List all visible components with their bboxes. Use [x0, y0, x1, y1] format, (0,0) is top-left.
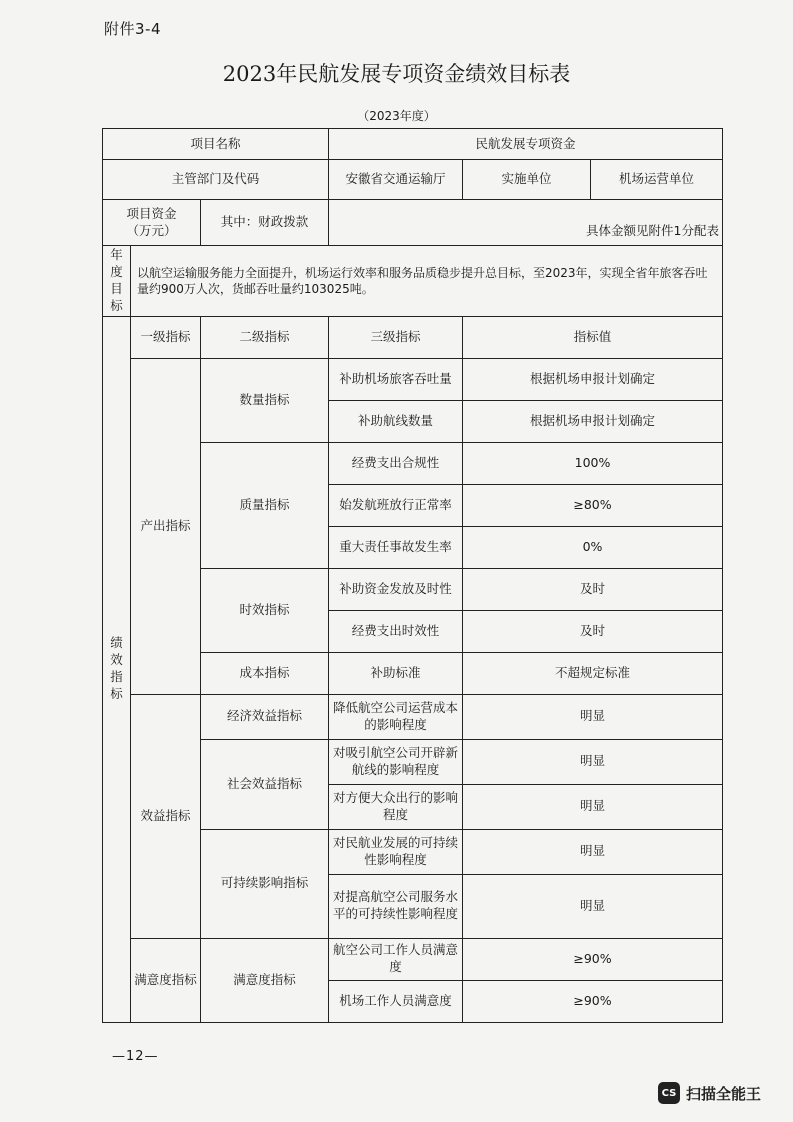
goal-label-line2: 目标	[110, 280, 123, 313]
funds-note: 具体金额见附件1分配表	[329, 200, 723, 246]
indicator-value: 明显	[463, 829, 723, 874]
level3-name: 经费支出时效性	[329, 610, 463, 652]
attachment-label: 附件3-4	[104, 20, 161, 38]
level2-timeliness: 时效指标	[201, 568, 329, 652]
level3-name: 重大责任事故发生率	[329, 526, 463, 568]
level3-name: 对提高航空公司服务水平的可持续性影响程度	[329, 874, 463, 938]
funds-unit-text: （万元）	[126, 222, 177, 238]
table-row	[103, 358, 723, 400]
level1-benefit: 效益指标	[131, 694, 201, 938]
level2-quantity: 数量指标	[201, 358, 329, 442]
level3-name: 机场工作人员满意度	[329, 980, 463, 1022]
side-label-char: 绩	[110, 635, 123, 651]
cs-logo-icon: CS	[658, 1082, 680, 1104]
goal-text: 以航空运输服务能力全面提升，机场运行效率和服务品质稳步提升总目标，至2023年，实现全省年旅客吞吐量约900万人次，货邮吞吐量约103025吨。	[131, 246, 723, 317]
side-label-char: 效	[110, 652, 123, 668]
indicator-value: ≥90%	[463, 980, 723, 1022]
performance-side-label	[103, 316, 131, 1022]
table-row	[103, 246, 723, 317]
level2-social: 社会效益指标	[201, 739, 329, 829]
indicator-value: 根据机场申报计划确定	[463, 400, 723, 442]
col-header-level3: 三级指标	[329, 316, 463, 358]
level3-name: 补助标准	[329, 652, 463, 694]
side-label-char: 指	[110, 669, 123, 684]
indicator-value: 及时	[463, 568, 723, 610]
level1-output: 产出指标	[131, 358, 201, 694]
level3-name: 补助机场旅客吞吐量	[329, 358, 463, 400]
level2-cost: 成本指标	[201, 652, 329, 694]
page-subtitle: （2023年度）	[357, 109, 436, 123]
col-header-level1: 一级指标	[131, 316, 201, 358]
indicator-value: 及时	[463, 610, 723, 652]
indicator-value: 100%	[463, 442, 723, 484]
funds-source: 其中：财政拨款	[201, 200, 329, 246]
indicator-value: 明显	[463, 739, 723, 784]
scanner-brand: 扫描全能王	[686, 1084, 762, 1103]
funds-label-text: 项目资金	[126, 205, 177, 221]
level3-name: 始发航班放行正常率	[329, 484, 463, 526]
dept-value: 安徽省交通运输厅	[329, 160, 463, 200]
level2-satisfaction: 满意度指标	[201, 938, 329, 1022]
impl-value: 机场运营单位	[591, 160, 723, 200]
level2-quality: 质量指标	[201, 442, 329, 568]
table-row	[103, 200, 723, 246]
level3-name: 对民航业发展的可持续性影响程度	[329, 829, 463, 874]
indicator-value: ≥90%	[463, 938, 723, 980]
level2-economic: 经济效益指标	[201, 694, 329, 739]
page-title: 2023年民航发展专项资金绩效目标表	[222, 62, 571, 86]
level3-name: 补助航线数量	[329, 400, 463, 442]
level3-name: 对吸引航空公司开辟新航线的影响程度	[329, 739, 463, 784]
level3-name: 降低航空公司运营成本的影响程度	[329, 694, 463, 739]
impl-label: 实施单位	[463, 160, 591, 200]
project-name-value: 民航发展专项资金	[329, 129, 723, 160]
funds-label	[103, 200, 201, 246]
scanner-watermark	[658, 1082, 761, 1104]
indicator-value: 明显	[463, 694, 723, 739]
performance-table	[102, 128, 723, 1023]
project-name-label: 项目名称	[103, 129, 329, 160]
dept-label: 主管部门及代码	[103, 160, 329, 200]
page-number: —12—	[112, 1049, 159, 1064]
level2-sustainable: 可持续影响指标	[201, 829, 329, 938]
level3-name: 补助资金发放及时性	[329, 568, 463, 610]
side-label-char: 标	[110, 685, 123, 701]
level3-name: 经费支出合规性	[329, 442, 463, 484]
table-row	[103, 316, 723, 358]
indicator-value: 明显	[463, 874, 723, 938]
indicator-value: 明显	[463, 784, 723, 829]
level3-name: 航空公司工作人员满意度	[329, 938, 463, 980]
goal-label	[103, 246, 131, 317]
table-row	[103, 938, 723, 980]
indicator-value: 不超规定标准	[463, 652, 723, 694]
indicator-value: 根据机场申报计划确定	[463, 358, 723, 400]
table-row	[103, 129, 723, 160]
indicator-value: 0%	[463, 526, 723, 568]
indicator-value: ≥80%	[463, 484, 723, 526]
level1-satisfaction: 满意度指标	[131, 938, 201, 1022]
table-row	[103, 160, 723, 200]
goal-label-line1: 年度	[110, 247, 123, 279]
col-header-level2: 二级指标	[201, 316, 329, 358]
table-row	[103, 694, 723, 739]
col-header-value: 指标值	[463, 316, 723, 358]
level3-name: 对方便大众出行的影响程度	[329, 784, 463, 829]
